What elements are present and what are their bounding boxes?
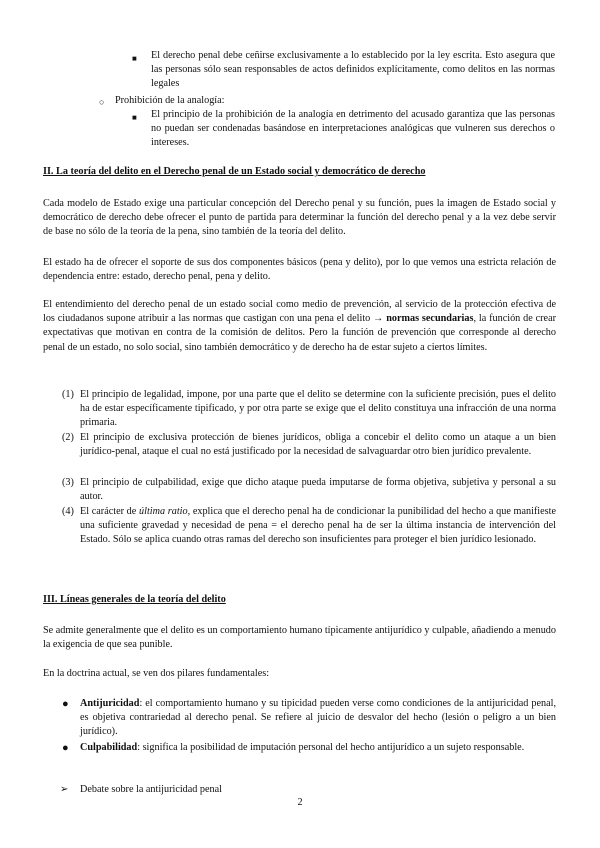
paragraph-text: El entendimiento del derecho penal de un estado social como medio de prevención, al servicio de la protección efectiva de los ciudadanos supone atribuir a las normas que castigan con una pena el delito → xyxy=(43,299,556,325)
paragraph: Se admite generalmente que el delito es un comportamiento humano típicamente antijurídico y culpable, añadiendo a menudo la exigencia de que sea punible. xyxy=(43,625,556,651)
bold-term: Culpabilidad xyxy=(80,742,138,753)
circle-bullet-icon: ○ xyxy=(99,97,105,107)
arrow-list-item: Debate sobre la antijuricidad penal xyxy=(80,784,222,795)
paragraph: En la doctrina actual, se ven dos pilares fundamentales: xyxy=(43,668,270,679)
dot-bullet-icon: ● xyxy=(62,742,69,754)
paragraph xyxy=(43,298,556,355)
square-bullet-icon: ■ xyxy=(132,113,137,122)
italic-term: última ratio xyxy=(139,506,188,517)
paragraph-text: , la función de crear expectativas que motivan en contra de la comisión de delitos. Pero la función de prevención que corresponde al derecho penal de un estado, no solo social, sino también democrático y de derecho ha de estar sujeto a ciertos límites. xyxy=(43,313,556,353)
section-heading: II. La teoría del delito en el Derecho penal de un Estado social y democrático de derecho xyxy=(43,166,426,177)
arrow-bullet-icon: ➢ xyxy=(60,784,69,795)
list-item: El derecho penal debe ceñirse exclusivamente a lo establecido por la ley escrita. Esto asegura que las personas sólo sean responsables de actos definidos explícitamente, como delitos en las normas legales xyxy=(151,50,555,90)
item-text: , explica que el derecho penal ha de condicionar la punibilidad del hecho a que manifieste una suficiente gravedad y necesidad de pena = el derecho penal ha de ser la última instancia de intervención del Estado. Sólo se aplica cuando otras ramas del derecho son insuficientes para proteger el bien jurídico lesionado. xyxy=(80,506,556,546)
list-number: (1) xyxy=(62,389,74,400)
numbered-item xyxy=(80,505,556,548)
bullet-item xyxy=(80,741,556,755)
dot-bullet-icon: ● xyxy=(62,698,69,710)
list-number: (2) xyxy=(62,432,74,443)
sub-list-item: Prohibición de la analogía: xyxy=(115,95,225,106)
paragraph: Cada modelo de Estado exige una particular concepción del Derecho penal y su función, pues la imagen de Estado social y democrático de derecho debe ofrecer el punto de partida para determinar la función del derecho penal y a la vez debe servir de base no sólo de la teoría de la pena, sino también de la teoría del delito. xyxy=(43,198,556,238)
numbered-item: El principio de exclusiva protección de bienes jurídicos, obliga a concebir el delito como un ataque a un bien jurídico-penal, ataque el cual no está justificado por la necesidad de salvaguardar otro bien jurídico prevalente. xyxy=(80,432,556,458)
paragraph: El estado ha de ofrecer el soporte de sus dos componentes básicos (pena y delito), por lo que vemos una estricta relación de dependencia entre: estado, derecho penal, pena y delito. xyxy=(43,257,556,283)
numbered-item: El principio de legalidad, impone, por una parte que el delito se determine con la suficiente precisión, pues el delito ha de estar específicamente tipificado, y por otra parte se exige que el delito constituya una infracción de una norma primaria. xyxy=(80,389,556,429)
bullet-item xyxy=(80,697,556,740)
bold-term: normas secundarias xyxy=(386,313,474,325)
numbered-item: El principio de culpabilidad, exige que dicho ataque pueda imputarse de forma objetiva, subjetiva y personal a su autor. xyxy=(80,477,556,503)
list-number: (4) xyxy=(62,506,74,517)
bullet-text: : el comportamiento humano y su tipicidad pueden verse como condiciones de la antijuricidad penal, es objetiva contrariedad al derecho penal. Se refiere al juicio de desvalor del hecho (lesión o peligro a un bien jurídico). xyxy=(80,698,556,738)
item-text: El carácter de xyxy=(80,506,140,517)
square-bullet-icon: ■ xyxy=(132,54,137,63)
list-item: El principio de la prohibición de la analogía en detrimento del acusado garantiza que las personas no puedan ser condenadas basándose en interpretaciones analógicas que vulneren sus derechos o intereses. xyxy=(151,109,555,149)
bullet-text: : significa la posibilidad de imputación personal del hecho antijurídico a un sujeto responsable. xyxy=(137,742,525,753)
bold-term: Antijuricidad xyxy=(80,698,140,709)
list-number: (3) xyxy=(62,477,74,488)
page-number: 2 xyxy=(297,797,303,808)
section-heading: III. Líneas generales de la teoría del delito xyxy=(43,594,226,605)
